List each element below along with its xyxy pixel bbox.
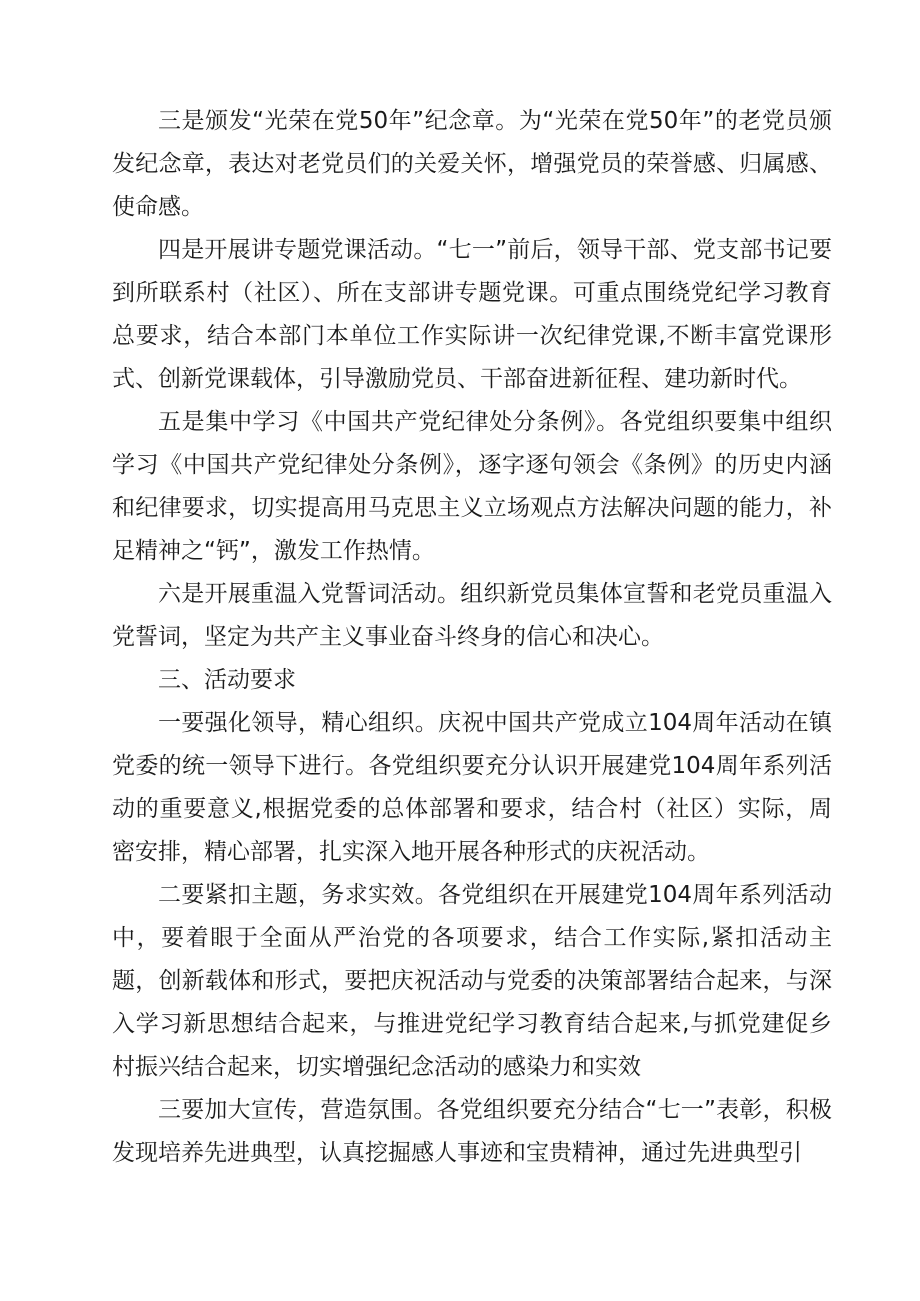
section-heading-requirements: 三、活动要求 bbox=[158, 667, 296, 693]
document-body bbox=[112, 100, 832, 1175]
paragraph-theme-focus: 二要紧扣主题，务求实效。各党组织在开展建党104周年系列活动中，要着眼于全面从严治党的各项要求，结合工作实际,紧扣活动主题，创新载体和形式，要把庆祝活动与党委的决策部署结合起来，与深入学习新思想结合起来，与推进党纪学习教育结合起来,与抓党建促乡村振兴结合起来，切实增强纪念活动的感染力和实效 bbox=[112, 882, 832, 1080]
paragraph-party-lecture: 四是开展讲专题党课活动。“七一”前后，领导干部、党支部书记要到所联系村（社区）、所在支部讲专题党课。可重点围绕党纪学习教育总要求，结合本部门本单位工作实际讲一次纪律党课,不断丰富党课形式、创新党课载体，引导激励党员、干部奋进新征程、建功新时代。 bbox=[112, 237, 832, 392]
paragraph-medal-award: 三是颁发“光荣在党50年”纪念章。为“光荣在党50年”的老党员颁发纪念章，表达对老党员们的关爱关怀，增强党员的荣誉感、归属感、使命感。 bbox=[112, 108, 832, 220]
paragraph-leadership: 一要强化领导，精心组织。庆祝中国共产党成立104周年活动在镇党委的统一领导下进行。各党组织要充分认识开展建党104周年系列活动的重要意义,根据党委的总体部署和要求，结合村（社区）实际，周密安排，精心部署，扎实深入地开展各种形式的庆祝活动。 bbox=[112, 710, 832, 865]
paragraph-oath-review: 六是开展重温入党誓词活动。组织新党员集体宣誓和老党员重温入党誓词，坚定为共产主义事业奋斗终身的信心和决心。 bbox=[112, 581, 832, 650]
paragraph-study-regulations: 五是集中学习《中国共产党纪律处分条例》。各党组织要集中组织学习《中国共产党纪律处分条例》，逐字逐句领会《条例》的历史内涵和纪律要求，切实提高用马克思主义立场观点方法解决问题的能力，补足精神之“钙”，激发工作热情。 bbox=[112, 409, 832, 564]
paragraph-publicity: 三要加大宣传，营造氛围。各党组织要充分结合“七一”表彰，积极发现培养先进典型，认真挖掘感人事迹和宝贵精神，通过先进典型引 bbox=[112, 1097, 832, 1166]
